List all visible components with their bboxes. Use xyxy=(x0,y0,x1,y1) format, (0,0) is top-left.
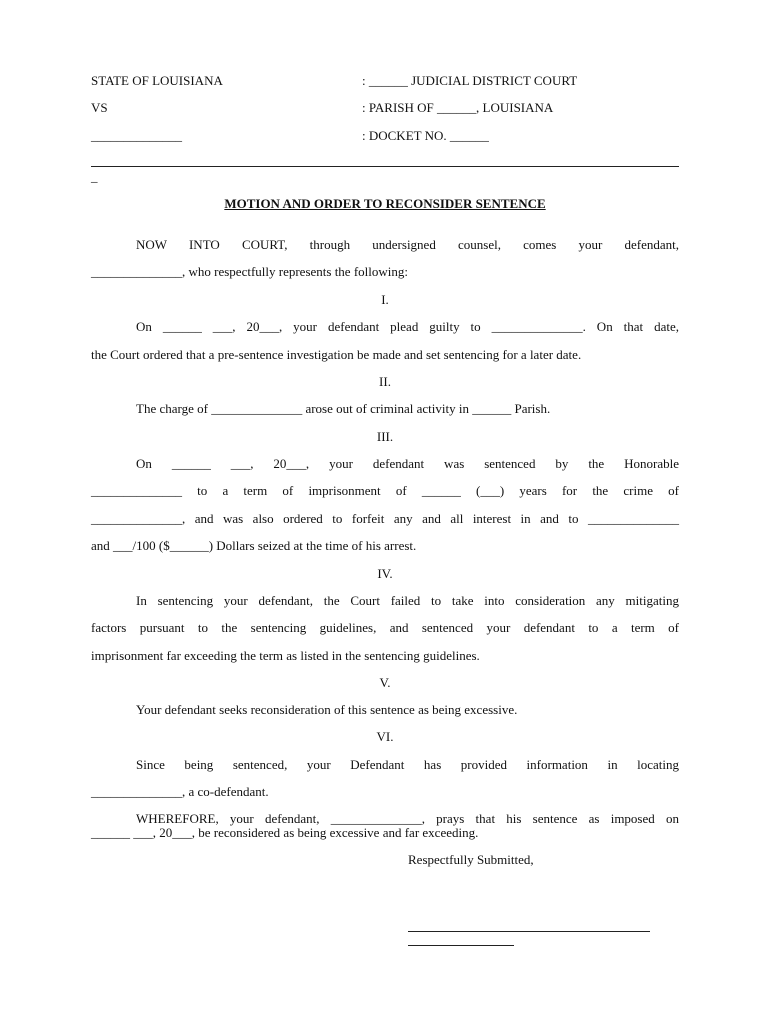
section-numeral-6: VI. xyxy=(376,729,394,744)
section-4-line-1: In sentencing your defendant, the Court failed to take into consideration any mitigating xyxy=(136,593,679,608)
section-5-line-1: Your defendant seeks reconsideration of this sentence as being excessive. xyxy=(136,702,518,717)
intro-line-2: ______________, who respectfully represents the following: xyxy=(91,264,408,279)
caption-trailing-mark: _ xyxy=(91,169,98,184)
section-numeral-3: III. xyxy=(376,429,394,444)
section-numeral-1: I. xyxy=(381,292,389,307)
section-2-line-1: The charge of ______________ arose out of criminal activity in ______ Parish. xyxy=(136,401,551,416)
wherefore-line-1: WHEREFORE, your defendant, ______________, prays that his sentence as imposed on xyxy=(136,811,679,826)
intro-line-1: NOW INTO COURT, through undersigned counsel, comes your defendant, xyxy=(136,237,679,252)
signature-line xyxy=(408,931,650,932)
caption-docket: : DOCKET NO. ______ xyxy=(362,128,489,143)
closing-respectfully-submitted: Respectfully Submitted, xyxy=(408,852,534,867)
caption-state: STATE OF LOUISIANA xyxy=(91,73,223,88)
caption-divider xyxy=(91,166,679,167)
wherefore-line-2: ______ ___, 20___, be reconsidered as being excessive and far exceeding. xyxy=(91,825,479,840)
section-numeral-4: IV. xyxy=(377,566,393,581)
section-1-line-1: On ______ ___, 20___, your defendant plead guilty to ______________. On that date, xyxy=(136,319,679,334)
section-3-line-3: ______________, and was also ordered to forfeit any and all interest in and to ______________ xyxy=(91,511,679,526)
section-4-line-2: factors pursuant to the sentencing guidelines, and sentenced your defendant to a term of xyxy=(91,620,679,635)
section-numeral-5: V. xyxy=(379,675,391,690)
signature-line-short xyxy=(408,945,514,946)
caption-defendant-blank: ______________ xyxy=(91,128,182,143)
caption-court: : ______ JUDICIAL DISTRICT COURT xyxy=(362,73,578,88)
section-3-line-2: ______________ to a term of imprisonment of ______ (___) years for the crime of xyxy=(91,483,679,498)
section-numeral-2: II. xyxy=(379,374,391,389)
section-3-line-1: On ______ ___, 20___, your defendant was sentenced by the Honorable xyxy=(136,456,679,471)
section-6-line-2: ______________, a co-defendant. xyxy=(91,784,269,799)
section-3-line-4: and ___/100 ($______) Dollars seized at the time of his arrest. xyxy=(91,538,417,553)
section-1-line-2: the Court ordered that a pre-sentence investigation be made and set sentencing for a later date. xyxy=(91,347,582,362)
document-title: MOTION AND ORDER TO RECONSIDER SENTENCE xyxy=(224,196,546,211)
caption-parish: : PARISH OF ______, LOUISIANA xyxy=(362,100,554,115)
section-6-line-1: Since being sentenced, your Defendant has provided information in locating xyxy=(136,757,679,772)
section-4-line-3: imprisonment far exceeding the term as listed in the sentencing guidelines. xyxy=(91,648,480,663)
caption-vs: VS xyxy=(91,100,108,115)
